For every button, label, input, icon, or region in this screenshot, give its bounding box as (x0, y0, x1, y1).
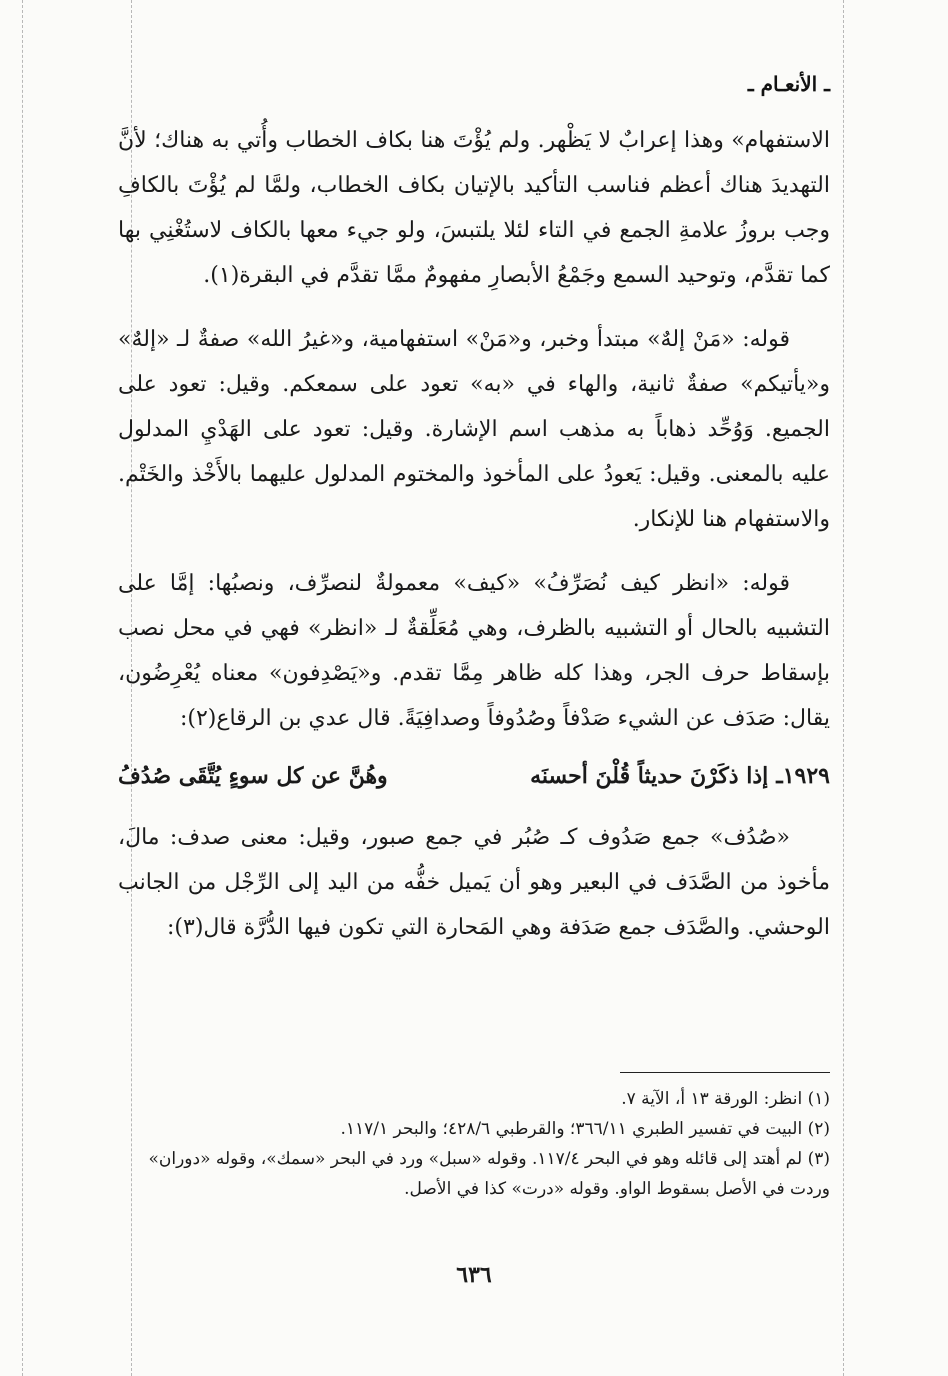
verse-number: ١٩٢٩ـ (776, 763, 830, 789)
hemistich-1: إذا ذكَرْنَ حديثاً قُلْنَ أحسنَه (530, 763, 769, 789)
scan-line-inner-right (843, 0, 844, 1376)
scan-line-left (22, 0, 23, 1376)
paragraph-1: الاستفهام» وهذا إعرابٌ لا يَظْهر. ولم يُؤْتَ هنا بكاف الخطاب وأُتي به هناك؛ لأنَّ التهديدَ هناك أعظم فناسب التأكيد بالإتيان بكاف الخطاب، ولمَّا لم يُؤْتَ بالكافِ وجب بروزُ علامةِ الجمع في التاء لئلا يلتبسَ، ولو جيء معها بالكاف لاستُغْنِي بها كما تقدَّم، وتوحيد السمع وجَمْعُ الأبصارِ مفهومٌ ممَّا تقدَّم في البقرة(١). (118, 128, 830, 288)
footnote-1: (١) انظر: الورقة ١٣ أ، الآية ٧. (621, 1089, 830, 1109)
main-text (118, 118, 830, 969)
page-number: ٦٣٦ (456, 1262, 492, 1288)
footnotes (118, 1084, 830, 1204)
hemistich-2: وهُنَّ عن كل سوءٍ يُتَّقَى صُدُفُ (118, 763, 388, 789)
paragraph-3: قوله: «انظر كيف نُصَرِّفُ» «كيف» معمولةٌ لنصرِّف، ونصبُها: إمَّا على التشبيه بالحال أو التشبيه بالظرف، وهي مُعَلِّقةٌ لـ «انظر» فهي في محل نصب بإسقاط حرف الجر، وهذا كله ظاهر مِمَّا تقدم. و«يَصْدِفون» معناه يُعْرِضُون، يقال: صَدَف عن الشيء صَدْفاً وصُدُوفاً وصدافِيَةً. قال عدي بن الرقاع(٢): (118, 571, 830, 731)
paragraph-2: قوله: «مَنْ إلهٌ» مبتدأ وخبر، و«مَنْ» استفهامية، و«غيرُ الله» صفةٌ لـ «إلهٌ» و«يأتيكم» صفةٌ ثانية، والهاء في «به» تعود على سمعكم. وقيل: تعود على الجميع. وَوُحِّد ذهاباً به مذهب اسم الإشارة. وقيل: تعود على الهَدْيِ المدلول عليه بالمعنى. وقيل: يَعودُ على المأخوذ والمختوم المدلول عليهما بالأَخْذ والخَتْم. والاستفهام هنا للإنكار. (118, 327, 830, 532)
paragraph-4: «صُدُف» جمع صَدُوف كـ صُبُر في جمع صبور، وقيل: معنى صدف: مالَ، مأخوذ من الصَّدَف في البعير وهو أن يَميل خفُّه من اليد إلى الرِّجْل من الجانب الوحشي. والصَّدَف جمع صَدَفة وهي المَحارة التي تكون فيها الدُّرَّة قال(٣): (118, 825, 830, 940)
footnote-rule (620, 1072, 830, 1073)
footnote-2: (٢) البيت في تفسير الطبري ٣٦٦/١١؛ والقرطبي ٤٢٨/٦؛ والبحر ١١٧/١. (340, 1119, 830, 1139)
running-header: ـ الأنعـام ـ (747, 72, 830, 96)
verse-first-half (530, 754, 830, 799)
poetry-verse (118, 754, 830, 799)
footnote-3: (٣) لم أهتد إلى قائله وهو في البحر ١١٧/٤. وقوله «سبل» ورد في البحر «سمك»، وقوله «دوران» وردت في الأصل بسقوط الواو. وقوله «درت» كذا في الأصل. (148, 1149, 830, 1199)
